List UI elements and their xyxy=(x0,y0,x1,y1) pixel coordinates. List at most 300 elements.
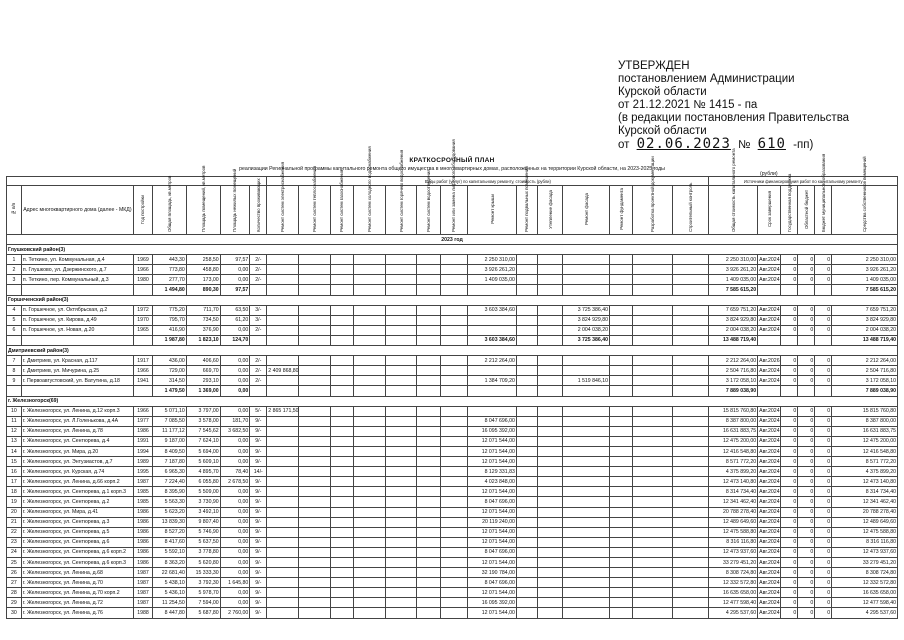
table-cell xyxy=(299,507,331,517)
table-cell: г. Железногорск, ул. Курская, д.74 xyxy=(21,467,133,477)
table-cell xyxy=(673,467,709,477)
table-cell xyxy=(440,275,468,285)
table-cell: 0 xyxy=(798,255,815,265)
table-cell: 0 xyxy=(815,457,832,467)
table-cell: 124,70 xyxy=(220,335,250,345)
table-cell: 0 xyxy=(798,507,815,517)
table-cell: 1986 xyxy=(133,426,152,436)
table-cell: 5 609,10 xyxy=(186,457,220,467)
table-cell: 8 129 331,83 xyxy=(468,467,517,477)
table-cell: 0 xyxy=(781,255,798,265)
table-cell: 9/- xyxy=(250,568,267,578)
table-cell xyxy=(633,598,673,608)
table-cell xyxy=(673,477,709,487)
column-header xyxy=(299,166,331,235)
table-cell xyxy=(815,335,832,345)
table-cell: 0 xyxy=(798,406,815,416)
table-row xyxy=(7,527,898,537)
table-cell: п. Горшечное, ул. Кирова, д.49 xyxy=(21,315,133,325)
table-cell xyxy=(633,335,673,345)
table-cell: 0 xyxy=(815,315,832,325)
table-cell xyxy=(299,325,331,335)
table-cell: 1970 xyxy=(133,315,152,325)
table-cell: 12 473 937,60 xyxy=(709,547,758,557)
table-cell: 0 xyxy=(815,366,832,376)
table-cell xyxy=(330,497,353,507)
table-cell: 1994 xyxy=(133,446,152,456)
table-cell xyxy=(563,275,610,285)
table-cell xyxy=(538,497,563,507)
table-cell: 9 xyxy=(7,376,22,386)
table-cell: 0 xyxy=(781,497,798,507)
table-cell: 0,00 xyxy=(220,376,250,386)
table-cell xyxy=(516,436,537,446)
table-cell: 5/- xyxy=(250,406,267,416)
table-cell xyxy=(516,467,537,477)
table-cell xyxy=(563,285,610,295)
table-cell xyxy=(330,426,353,436)
table-cell: 3 730,90 xyxy=(186,497,220,507)
table-cell: 0,00 xyxy=(220,406,250,416)
table-cell xyxy=(609,315,632,325)
group-row xyxy=(7,295,898,305)
column-header xyxy=(220,168,250,235)
table-cell xyxy=(267,255,299,265)
table-cell: 8 387 800,00 xyxy=(709,416,758,426)
column-header-label: Строительный контроль xyxy=(688,182,694,232)
financing-group-header: Источники финансирования работ по капитальному ремонту xyxy=(709,177,898,186)
table-cell xyxy=(417,356,440,366)
table-cell: 12 332 572,80 xyxy=(832,578,898,588)
table-cell xyxy=(417,507,440,517)
table-cell: 0 xyxy=(815,598,832,608)
table-cell: 9 187,00 xyxy=(152,436,186,446)
table-cell: 12 071 544,00 xyxy=(468,527,517,537)
table-cell xyxy=(440,588,468,598)
table-cell: 0,00 xyxy=(220,457,250,467)
table-cell xyxy=(299,366,331,376)
table-cell xyxy=(609,356,632,366)
table-cell: Авг.2024 xyxy=(758,255,781,265)
table-cell xyxy=(563,446,610,456)
table-cell xyxy=(516,285,537,295)
table-cell: 3 792,30 xyxy=(186,578,220,588)
table-cell: 9/- xyxy=(250,477,267,487)
table-cell xyxy=(417,487,440,497)
table-cell xyxy=(385,416,417,426)
group-name: г. Железногорск(69) xyxy=(7,396,898,406)
table-cell: 8 308 724,80 xyxy=(709,568,758,578)
table-cell: 20 119 240,00 xyxy=(468,517,517,527)
table-cell: 2 212 264,00 xyxy=(709,356,758,366)
table-cell xyxy=(609,527,632,537)
table-cell xyxy=(330,568,353,578)
table-cell: 0 xyxy=(815,356,832,366)
table-cell: Авг.2024 xyxy=(758,416,781,426)
table-cell xyxy=(538,335,563,345)
table-cell: 12 071 544,00 xyxy=(468,537,517,547)
table-cell: 8 047 696,00 xyxy=(468,578,517,588)
table-cell: 5 620,80 xyxy=(186,558,220,568)
table-cell xyxy=(417,406,440,416)
table-cell xyxy=(417,325,440,335)
group-row xyxy=(7,346,898,356)
table-cell: Авг.2024 xyxy=(758,376,781,386)
table-cell: 1966 xyxy=(133,366,152,376)
table-cell: 15 815 760,80 xyxy=(709,406,758,416)
table-cell xyxy=(516,608,537,618)
table-cell xyxy=(673,497,709,507)
table-cell xyxy=(516,477,537,487)
table-cell xyxy=(538,255,563,265)
table-cell: 0 xyxy=(798,608,815,618)
table-cell xyxy=(563,416,610,426)
table-cell xyxy=(758,335,781,345)
table-cell: 16 095 392,00 xyxy=(468,598,517,608)
column-header xyxy=(250,178,267,235)
table-cell: 711,70 xyxy=(186,305,220,315)
table-cell xyxy=(563,547,610,557)
table-cell xyxy=(417,446,440,456)
table-cell: 890,30 xyxy=(186,285,220,295)
table-cell xyxy=(440,497,468,507)
table-cell: 1987 xyxy=(133,578,152,588)
table-cell: 1986 xyxy=(133,507,152,517)
table-cell: 9 807,40 xyxy=(186,517,220,527)
table-cell xyxy=(673,265,709,275)
table-cell xyxy=(385,608,417,618)
table-cell xyxy=(609,517,632,527)
table-cell: 33 279 451,20 xyxy=(709,558,758,568)
table-row xyxy=(7,436,898,446)
table-cell: 0 xyxy=(815,305,832,315)
table-cell: 2 504 716,80 xyxy=(709,366,758,376)
table-cell xyxy=(385,265,417,275)
column-header xyxy=(815,153,832,235)
plan-table-body xyxy=(7,235,898,619)
table-cell xyxy=(563,537,610,547)
table-cell xyxy=(330,477,353,487)
table-cell xyxy=(417,436,440,446)
table-cell: 20 788 278,40 xyxy=(709,507,758,517)
table-cell xyxy=(417,386,440,396)
table-cell xyxy=(633,406,673,416)
table-cell: г. Железногорск, ул. Сентюрева, д.2 xyxy=(21,497,133,507)
table-cell xyxy=(563,467,610,477)
table-cell: г. Железногорск, ул. Л.Голенькова, д.4А xyxy=(21,416,133,426)
table-cell xyxy=(609,265,632,275)
table-cell xyxy=(440,386,468,396)
table-cell xyxy=(538,527,563,537)
table-cell: 14 xyxy=(7,446,22,456)
table-cell: 12 071 544,00 xyxy=(468,558,517,568)
column-header-label: Ремонт фундамента xyxy=(618,188,624,230)
group-name: Глушковский район(3) xyxy=(7,245,898,255)
table-cell xyxy=(133,386,152,396)
table-cell: 0 xyxy=(781,547,798,557)
table-cell: 258,50 xyxy=(186,255,220,265)
table-cell xyxy=(440,356,468,366)
table-cell: 0 xyxy=(781,578,798,588)
table-cell: 7 624,10 xyxy=(186,436,220,446)
table-cell: 12 341 462,40 xyxy=(832,497,898,507)
table-cell xyxy=(299,285,331,295)
table-cell xyxy=(516,366,537,376)
table-cell: 1985 xyxy=(133,497,152,507)
table-cell: 0 xyxy=(798,426,815,436)
table-cell: 1 409 035,00 xyxy=(832,275,898,285)
column-header-label: Количество проживающих xyxy=(255,178,261,232)
table-cell: 4 295 537,60 xyxy=(709,608,758,618)
table-cell: 13 488 719,40 xyxy=(709,335,758,345)
table-cell: 0 xyxy=(781,366,798,376)
table-cell: 1988 xyxy=(133,608,152,618)
table-cell: 19 xyxy=(7,497,22,507)
table-cell: 15 815 760,80 xyxy=(832,406,898,416)
table-cell: 4 375 899,20 xyxy=(709,467,758,477)
table-cell: 1966 xyxy=(133,406,152,416)
table-cell xyxy=(330,527,353,537)
table-cell: 406,60 xyxy=(186,356,220,366)
table-cell xyxy=(354,568,386,578)
table-cell xyxy=(516,305,537,315)
column-header xyxy=(440,139,468,235)
table-cell xyxy=(267,386,299,396)
table-cell: 0 xyxy=(781,426,798,436)
column-header xyxy=(609,186,632,235)
table-cell: 3 926 261,20 xyxy=(468,265,517,275)
table-cell: 0 xyxy=(815,255,832,265)
table-cell xyxy=(633,507,673,517)
table-cell xyxy=(633,477,673,487)
table-cell xyxy=(673,517,709,527)
column-header-label: Срок завершения xyxy=(766,190,772,228)
table-cell xyxy=(354,598,386,608)
table-cell xyxy=(538,325,563,335)
table-cell xyxy=(440,376,468,386)
table-cell xyxy=(538,507,563,517)
table-cell xyxy=(673,376,709,386)
table-cell xyxy=(330,547,353,557)
table-cell xyxy=(267,376,299,386)
table-cell: 8 395,90 xyxy=(152,487,186,497)
table-cell: г. Железногорск, ул. Сентюрева, д.6 корп.2 xyxy=(21,547,133,557)
table-cell: 277,70 xyxy=(152,275,186,285)
table-cell: 1917 xyxy=(133,356,152,366)
table-cell xyxy=(609,376,632,386)
table-row xyxy=(7,457,898,467)
table-cell: 63,50 xyxy=(220,305,250,315)
table-cell xyxy=(385,376,417,386)
table-cell: 0 xyxy=(815,588,832,598)
table-cell: 9/- xyxy=(250,497,267,507)
table-cell xyxy=(563,558,610,568)
column-header-label: Бюджет муниципального образования xyxy=(820,153,826,232)
table-cell xyxy=(516,578,537,588)
table-cell: 0 xyxy=(815,376,832,386)
table-cell xyxy=(516,487,537,497)
table-cell xyxy=(354,558,386,568)
table-cell xyxy=(330,325,353,335)
table-cell: 5 637,50 xyxy=(186,537,220,547)
column-header xyxy=(186,165,220,235)
table-cell: 3 xyxy=(7,275,22,285)
table-cell: 9/- xyxy=(250,436,267,446)
column-header-label: Ремонт фасада xyxy=(583,193,589,225)
table-cell xyxy=(633,275,673,285)
table-cell: г. Железногорск, ул. Сентюрева, д.6 xyxy=(21,537,133,547)
table-cell xyxy=(758,285,781,295)
table-cell: 16 631 883,75 xyxy=(709,426,758,436)
table-cell xyxy=(417,537,440,547)
table-cell xyxy=(299,255,331,265)
table-cell: 15 xyxy=(7,457,22,467)
table-cell: 8 447,80 xyxy=(152,608,186,618)
table-cell: 16 095 392,00 xyxy=(468,426,517,436)
table-cell xyxy=(673,366,709,376)
column-header xyxy=(417,169,440,235)
table-cell: 12 xyxy=(7,426,22,436)
table-cell: 0 xyxy=(781,598,798,608)
table-cell: 729,00 xyxy=(152,366,186,376)
table-cell: 3 603 384,60 xyxy=(468,335,517,345)
table-cell xyxy=(417,285,440,295)
table-cell: г. Дмитриев, ул. Мичурина, д.25 xyxy=(21,366,133,376)
table-cell: 2 760,00 xyxy=(220,608,250,618)
table-cell xyxy=(385,315,417,325)
table-cell xyxy=(609,285,632,295)
table-cell: 16 xyxy=(7,467,22,477)
table-cell: 3 725 386,40 xyxy=(563,335,610,345)
table-cell: 7 659 751,20 xyxy=(832,305,898,315)
table-cell xyxy=(516,568,537,578)
table-row xyxy=(7,406,898,416)
table-cell xyxy=(609,507,632,517)
table-cell: 0 xyxy=(815,477,832,487)
table-cell xyxy=(417,376,440,386)
table-cell xyxy=(609,457,632,467)
table-cell: 12 071 544,00 xyxy=(468,507,517,517)
table-cell: 15 333,30 xyxy=(186,568,220,578)
table-cell xyxy=(417,366,440,376)
table-cell xyxy=(267,467,299,477)
table-cell: 23 xyxy=(7,537,22,547)
table-cell xyxy=(633,568,673,578)
table-cell: 0 xyxy=(798,517,815,527)
table-cell: 0 xyxy=(781,376,798,386)
table-cell: г. Железногорск, ул. Ленина, д.70 xyxy=(21,578,133,588)
column-header xyxy=(563,186,610,235)
year-row xyxy=(7,235,898,245)
table-cell xyxy=(250,386,267,396)
table-cell: 1 823,10 xyxy=(186,335,220,345)
table-cell xyxy=(267,497,299,507)
table-cell: 0 xyxy=(798,315,815,325)
table-cell: 2/- xyxy=(250,376,267,386)
table-cell xyxy=(385,325,417,335)
table-cell: 7 594,00 xyxy=(186,598,220,608)
approval-date: 02.06.2023 xyxy=(636,136,731,152)
table-cell: 5 438,10 xyxy=(152,578,186,588)
table-cell xyxy=(440,335,468,345)
table-cell xyxy=(385,517,417,527)
table-cell: Авг.2024 xyxy=(758,446,781,456)
table-cell xyxy=(417,457,440,467)
table-cell xyxy=(633,608,673,618)
table-cell: 6 xyxy=(7,325,22,335)
table-cell xyxy=(354,265,386,275)
table-cell xyxy=(673,527,709,537)
table-cell: Авг.2024 xyxy=(758,406,781,416)
table-cell: 1 494,80 xyxy=(152,285,186,295)
table-cell: 12 071 544,00 xyxy=(468,436,517,446)
table-cell: 8 314 734,40 xyxy=(709,487,758,497)
table-cell xyxy=(609,406,632,416)
table-row xyxy=(7,497,898,507)
column-header-label: Ремонт крыши xyxy=(489,194,495,224)
table-cell: 0,00 xyxy=(220,446,250,456)
table-cell xyxy=(354,255,386,265)
table-cell: 0 xyxy=(798,527,815,537)
table-cell xyxy=(299,537,331,547)
table-cell: 2/- xyxy=(250,255,267,265)
table-cell xyxy=(385,497,417,507)
table-cell xyxy=(633,497,673,507)
table-cell: 293,10 xyxy=(186,376,220,386)
column-header xyxy=(385,149,417,235)
table-cell: 3 172 058,10 xyxy=(709,376,758,386)
table-cell xyxy=(385,537,417,547)
table-cell: 8 314 734,40 xyxy=(832,487,898,497)
table-cell xyxy=(299,386,331,396)
table-cell: 21 xyxy=(7,517,22,527)
group-name: Дмитриевский район(3) xyxy=(7,346,898,356)
table-cell: г. Железногорск, ул. Мира, д.20 xyxy=(21,446,133,456)
table-cell xyxy=(516,497,537,507)
table-cell xyxy=(385,386,417,396)
table-cell xyxy=(330,265,353,275)
table-cell xyxy=(633,578,673,588)
table-cell xyxy=(385,527,417,537)
column-header-label: Утепление фасада xyxy=(547,189,553,229)
table-cell: Авг.2024 xyxy=(758,467,781,477)
table-cell: 0 xyxy=(781,305,798,315)
table-cell: 2 504 716,80 xyxy=(832,366,898,376)
table-cell xyxy=(609,366,632,376)
column-header xyxy=(267,162,299,235)
table-cell xyxy=(673,285,709,295)
table-cell: 0 xyxy=(798,578,815,588)
table-cell: 12 475 588,80 xyxy=(832,527,898,537)
table-cell: 0 xyxy=(815,416,832,426)
table-cell: 0,00 xyxy=(220,275,250,285)
table-cell: 0,00 xyxy=(220,558,250,568)
table-row xyxy=(7,446,898,456)
table-cell xyxy=(385,426,417,436)
table-row xyxy=(7,416,898,426)
table-cell xyxy=(516,406,537,416)
table-cell: 7 085,50 xyxy=(152,416,186,426)
table-cell xyxy=(609,477,632,487)
table-cell: 1995 xyxy=(133,467,152,477)
table-cell: 0 xyxy=(815,467,832,477)
table-cell xyxy=(516,416,537,426)
table-row xyxy=(7,477,898,487)
table-row xyxy=(7,558,898,568)
table-cell: г. Железногорск, ул. Ленина, д.66 корп.2 xyxy=(21,477,133,487)
table-cell: 9/- xyxy=(250,608,267,618)
table-cell: 443,30 xyxy=(152,255,186,265)
